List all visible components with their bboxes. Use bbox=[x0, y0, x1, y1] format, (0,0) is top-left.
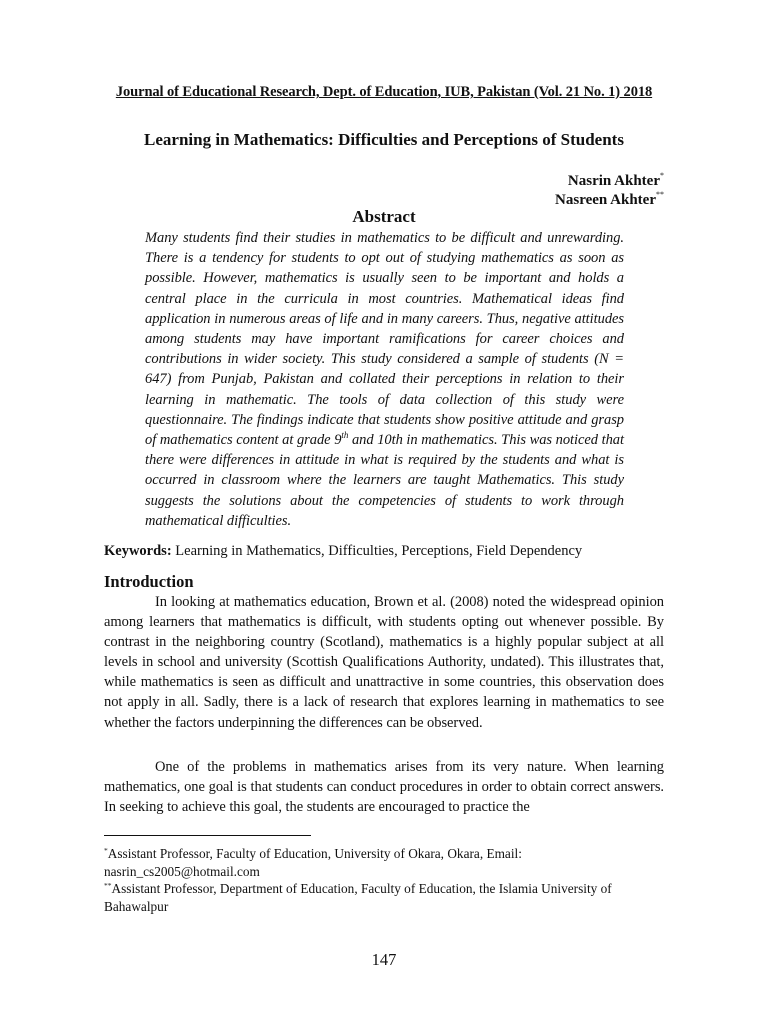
footnote-2 bbox=[104, 880, 664, 915]
footnote-1-text: Assistant Professor, Faculty of Education, University of Okara, Okara, Email: nasrin_cs2005@hotmail.com bbox=[104, 846, 522, 879]
author-1-name: Nasrin Akhter bbox=[567, 173, 660, 189]
abstract-heading: Abstract bbox=[352, 207, 416, 226]
author-2-mark: ** bbox=[656, 190, 664, 199]
abstract-superscript: th bbox=[341, 430, 349, 441]
introduction-paragraph-1: In looking at mathematics education, Brown et al. (2008) noted the widespread opinion among learners that mathematics is difficult, with students opting out whenever possible. By contrast in the neighboring country (Scotland), mathematics is a highly popular subject at all levels in school and university (Scottish Qualifications Authority, undated). This illustrates that, while mathematics is seen as difficult and unattractive in some countries, this observation does not apply in all. Sadly, there is a lack of research that explores learning in mathematics to see whether the factors underpinning the differences can be observed. bbox=[104, 594, 664, 731]
keywords bbox=[104, 543, 664, 560]
keywords-label: Keywords: bbox=[104, 543, 172, 559]
keywords-text: Learning in Mathematics, Difficulties, Perceptions, Field Dependency bbox=[171, 543, 583, 559]
journal-header: Journal of Educational Research, Dept. of Education, IUB, Pakistan (Vol. 21 No. 1) 2018 bbox=[115, 84, 653, 100]
author-1 bbox=[568, 171, 664, 190]
author-1-mark: * bbox=[660, 171, 664, 180]
page-number: 147 bbox=[371, 950, 397, 969]
abstract-text-part-1: Many students find their studies in mathematics to be difficult and unrewarding. There is a tendency for students to opt out of studying mathematics as soon as possible. However, mathematics is usually seen to be important and holds a central place in the curricula in most countries. Mathematical ideas find application in numerous areas of life and in many careers. Thus, negative attitudes among students may have important ramifications for career choices and contributions in wider society. This study considered a sample of students (N = 647) from Punjab, Pakistan and collated their perceptions in relation to their learning in mathematic. The tools of data collection of this study were questionnaire. The findings indicate that students show positive attitude and grasp of mathematics content at grade 9 bbox=[145, 230, 624, 449]
footnote-2-text: Assistant Professor, Department of Education, Faculty of Education, the Islamia University of Bahawalpur bbox=[104, 881, 612, 914]
footnote-1 bbox=[104, 845, 664, 880]
footnote-1-mark: * bbox=[104, 846, 108, 855]
introduction-heading: Introduction bbox=[104, 572, 194, 591]
abstract-text-part-2: and 10th in mathematics. This was noticed that there were differences in attitude in what is required by the students and what is occurred in classroom where the learners are taught Mathematics. This study suggests the solutions about the competencies of students to work through mathematical difficulties. bbox=[145, 432, 624, 529]
paper-title: Learning in Mathematics: Difficulties and Perceptions of Students bbox=[144, 130, 624, 149]
introduction-paragraph-2: One of the problems in mathematics arises from its very nature. When learning mathematics, one goal is that students can conduct procedures in order to obtain correct answers. In seeking to achieve this goal, the students are encouraged to practice the bbox=[104, 759, 664, 816]
footnote-divider bbox=[104, 835, 311, 836]
abstract-body bbox=[145, 228, 624, 531]
footnote-2-mark: ** bbox=[104, 881, 112, 890]
author-2-name: Nasreen Akhter bbox=[555, 192, 656, 208]
